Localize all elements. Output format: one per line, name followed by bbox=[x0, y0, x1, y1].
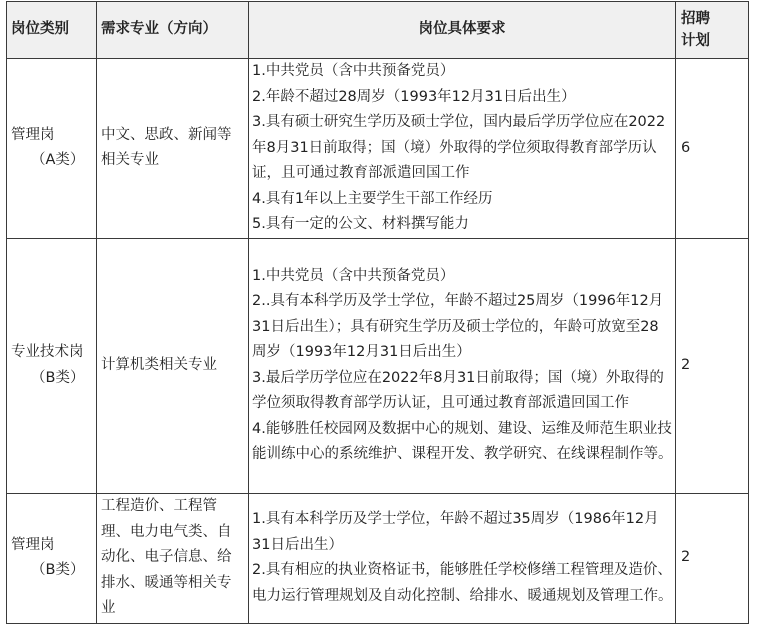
requirement-item: 2.年龄不超过28周岁（1993年12月31日后出生） bbox=[252, 88, 576, 105]
table-row bbox=[7, 493, 749, 623]
header-requirements: 岗位具体要求 bbox=[249, 2, 676, 59]
major-cell: 计算机类相关专业 bbox=[97, 238, 249, 493]
category-cell bbox=[7, 59, 97, 239]
category-name: 管理岗 bbox=[11, 536, 55, 553]
category-class: （B类） bbox=[31, 562, 85, 578]
category-name: 专业技术岗 bbox=[11, 344, 84, 360]
requirement-item: 4.具有1年以上主要学生干部工作经历 bbox=[252, 190, 493, 207]
category-class: （A类） bbox=[31, 152, 85, 169]
category-name: 管理岗 bbox=[11, 126, 55, 143]
major-cell: 工程造价、工程管理、电力电气类、自动化、电子信息、给排水、暖通等相关专业 bbox=[97, 493, 249, 623]
requirement-item: 1.具有本科学历及学士学位，年龄不超过35周岁（1986年12月31日后出生） bbox=[252, 511, 659, 553]
header-plan bbox=[676, 2, 749, 59]
requirements-cell bbox=[249, 59, 676, 239]
plan-count-cell: 6 bbox=[676, 59, 749, 239]
requirement-item: 4.能够胜任校园网及数据中心的规划、建设、运维及师范生职业技能训练中心的系统维护、课程开发、教学研究、在线课程制作等。 bbox=[252, 420, 673, 462]
category-class: （B类） bbox=[31, 369, 85, 386]
header-plan-line2: 计划 bbox=[681, 33, 710, 49]
header-plan-line1: 招聘 bbox=[681, 11, 710, 27]
table-row bbox=[7, 59, 749, 239]
requirements-cell bbox=[249, 238, 676, 493]
major-cell: 中文、思政、新闻等相关专业 bbox=[97, 59, 249, 239]
header-major: 需求专业（方向） bbox=[97, 2, 249, 59]
category-cell bbox=[7, 238, 97, 493]
header-category: 岗位类别 bbox=[7, 2, 97, 59]
plan-count-cell: 2 bbox=[676, 493, 749, 623]
table-row bbox=[7, 238, 749, 493]
requirements-cell bbox=[249, 493, 676, 623]
requirement-item: 3.最后学历学位应在2022年8月31日前取得；国（境）外取得的学位须取得教育部学历认证，且可通过教育部派遣回国工作 bbox=[252, 369, 664, 411]
requirement-item: 3.具有硕士研究生学历及硕士学位，国内最后学历学位应在2022年8月31日前取得；国（境）外取得的学位须取得教育部学历认证，且可通过教育部派遣回国工作 bbox=[252, 114, 666, 181]
header-row bbox=[7, 2, 749, 59]
requirement-item: 5.具有一定的公文、材料撰写能力 bbox=[252, 216, 469, 232]
recruitment-table bbox=[6, 1, 749, 624]
requirement-item: 1.中共党员（含中共预备党员） bbox=[252, 63, 455, 79]
requirement-item: 2.具有相应的执业资格证书，能够胜任学校修缮工程管理及造价、电力运行管理规划及自动化控制、给排水、暖通规划及管理工作。 bbox=[252, 562, 673, 604]
requirement-item: 2..具有本科学历及学士学位，年龄不超过25周岁（1996年12月31日后出生）；具有研究生学历及硕士学位的，年龄可放宽至28周岁（1993年12月31日后出生） bbox=[252, 293, 664, 360]
plan-count-cell: 2 bbox=[676, 238, 749, 493]
requirement-item: 1.中共党员（含中共预备党员） bbox=[252, 267, 455, 284]
category-cell bbox=[7, 493, 97, 623]
